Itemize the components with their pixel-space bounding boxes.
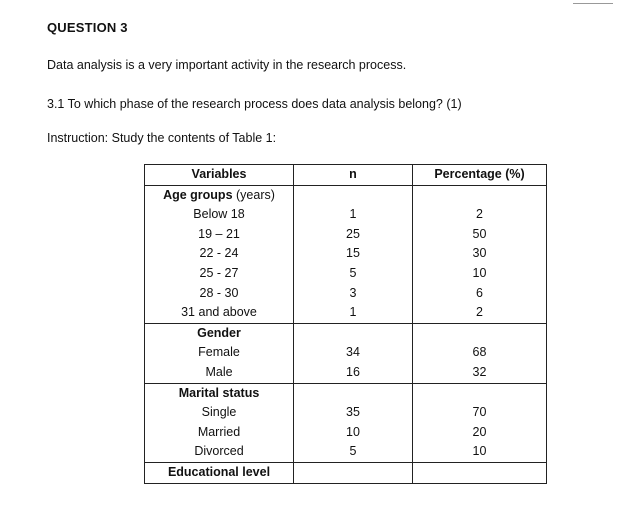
group-label <box>145 323 294 343</box>
cell-percentage: 32 <box>413 363 547 383</box>
cell-n: 25 <box>294 225 413 245</box>
cell-n: 10 <box>294 423 413 443</box>
cell-variable: Female <box>145 343 294 363</box>
group-label-bold: Age groups <box>163 187 233 202</box>
cell-n: 5 <box>294 442 413 462</box>
table-row <box>145 244 547 264</box>
cell-percentage: 10 <box>413 264 547 284</box>
cell-percentage: 30 <box>413 244 547 264</box>
table-row <box>145 303 547 323</box>
cell-n: 35 <box>294 403 413 423</box>
cell-n: 1 <box>294 303 413 323</box>
cell-percentage: 6 <box>413 284 547 304</box>
header-n: n <box>294 165 413 186</box>
cell-percentage: 2 <box>413 303 547 323</box>
group-row-gender <box>145 323 547 343</box>
cell-variable: Single <box>145 403 294 423</box>
group-row-educational-level <box>145 462 547 483</box>
cell-variable: Below 18 <box>145 205 294 225</box>
table-row <box>145 363 547 383</box>
cell-variable: 31 and above <box>145 303 294 323</box>
page-edge-mark <box>573 0 613 4</box>
cell-n: 3 <box>294 284 413 304</box>
group-label-suffix: (years) <box>232 187 275 202</box>
group-label-bold: Marital status <box>178 385 260 400</box>
cell-variable: Divorced <box>145 442 294 462</box>
table-row <box>145 343 547 363</box>
group-label <box>145 462 294 483</box>
cell-percentage: 2 <box>413 205 547 225</box>
header-percentage: Percentage (%) <box>413 165 547 186</box>
group-label <box>145 185 294 205</box>
cell-percentage: 70 <box>413 403 547 423</box>
cell-n: 16 <box>294 363 413 383</box>
cell-variable: 19 – 21 <box>145 225 294 245</box>
cell-variable: 25 - 27 <box>145 264 294 284</box>
instruction-text: Instruction: Study the contents of Table 1: <box>47 131 277 145</box>
table-row <box>145 264 547 284</box>
cell-n: 15 <box>294 244 413 264</box>
header-variables: Variables <box>145 165 294 186</box>
cell-n: 34 <box>294 343 413 363</box>
cell-variable: 28 - 30 <box>145 284 294 304</box>
cell-percentage: 10 <box>413 442 547 462</box>
table-row <box>145 423 547 443</box>
cell-percentage: 68 <box>413 343 547 363</box>
table-header-row <box>145 165 547 186</box>
question-title: QUESTION 3 <box>47 20 128 35</box>
cell-n: 1 <box>294 205 413 225</box>
intro-text: Data analysis is a very important activity in the research process. <box>47 58 407 72</box>
table-row <box>145 225 547 245</box>
table-1 <box>144 164 547 484</box>
cell-percentage: 50 <box>413 225 547 245</box>
cell-percentage: 20 <box>413 423 547 443</box>
cell-variable: Married <box>145 423 294 443</box>
cell-n: 5 <box>294 264 413 284</box>
table-row <box>145 403 547 423</box>
group-label <box>145 383 294 403</box>
group-label-bold: Gender <box>197 325 241 340</box>
table-row <box>145 442 547 462</box>
cell-variable: 22 - 24 <box>145 244 294 264</box>
table-row <box>145 284 547 304</box>
table-row <box>145 205 547 225</box>
cell-variable: Male <box>145 363 294 383</box>
question-3-1: 3.1 To which phase of the research process does data analysis belong? (1) <box>47 97 462 111</box>
group-row-age <box>145 185 547 205</box>
group-label-bold: Educational level <box>167 464 271 479</box>
group-row-marital-status <box>145 383 547 403</box>
